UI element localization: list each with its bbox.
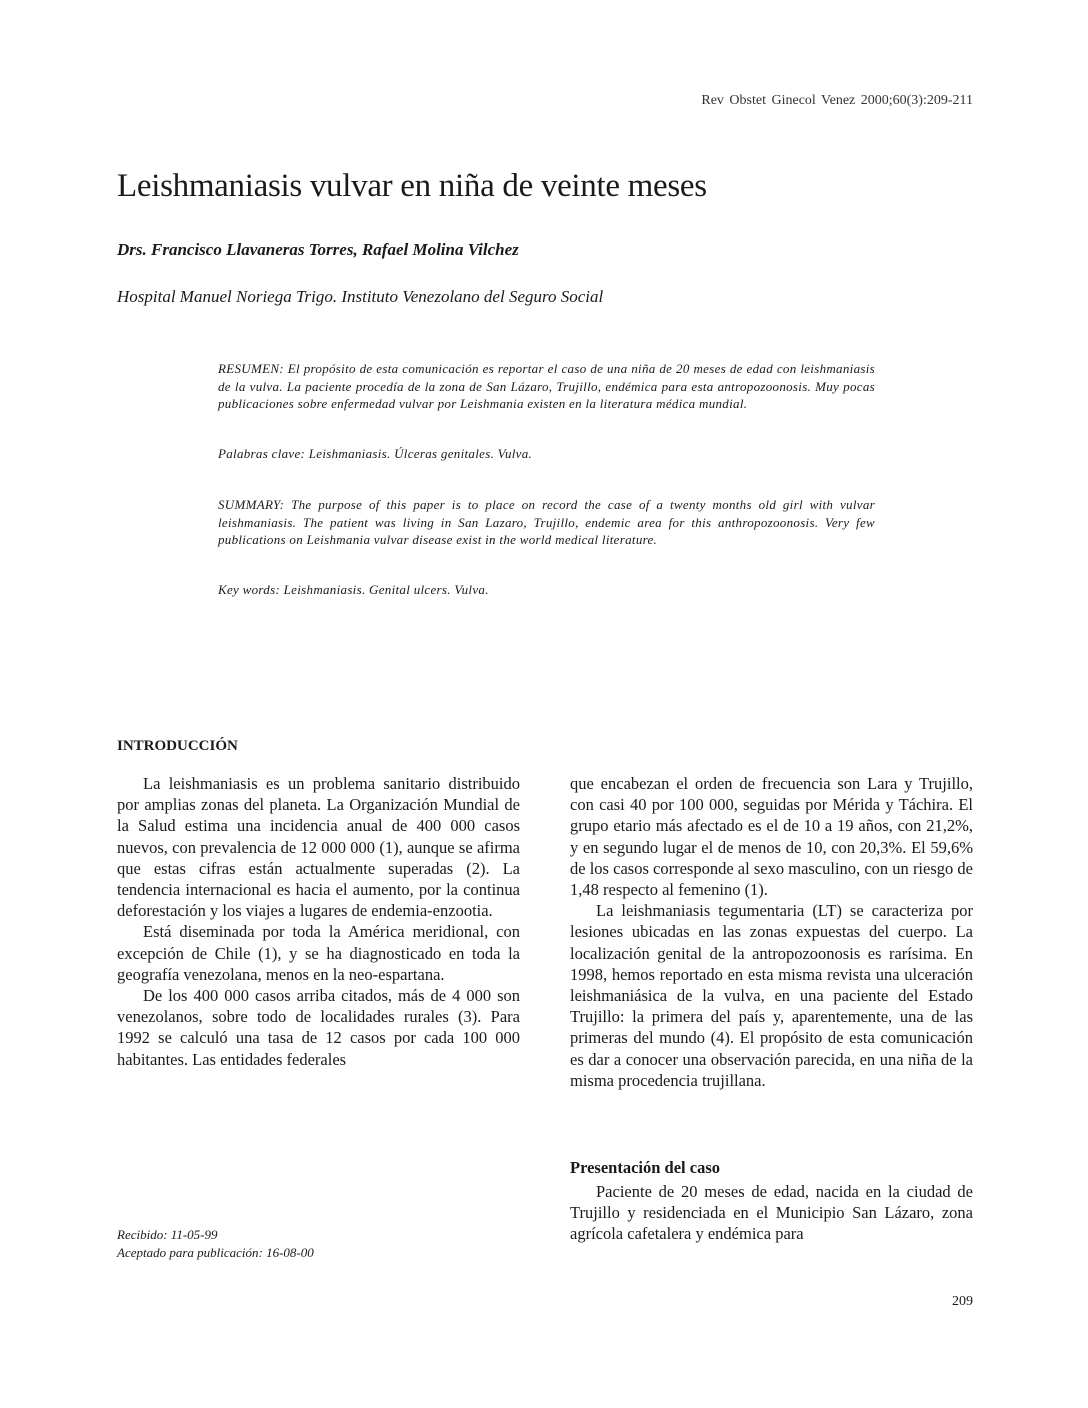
submission-dates — [117, 1226, 314, 1262]
intro-paragraph-2: Está diseminada por toda la América meridional, con excepción de Chile (1), y se ha diagnosticado en toda la geografía venezolana, menos en la neo-espartana. — [117, 922, 520, 984]
page-number: 209 — [952, 1294, 973, 1309]
right-column-bottom — [570, 1181, 973, 1245]
resumen-paragraph: RESUMEN: El propósito de esta comunicación es reportar el caso de una niña de 20 meses de edad con leishmaniasis de la vulva. La paciente procedía de la zona de San Lázaro, Trujillo, endémica para esta antropozoonosis. Muy pocas publicaciones sobre enfermedad vulvar por Leishmania existen en la literatura médica mundial. — [218, 361, 875, 411]
key-words: Key words: Leishmaniasis. Genital ulcers. Vulva. — [218, 582, 489, 597]
article-authors: Drs. Francisco Llavaneras Torres, Rafael Molina Vilchez — [117, 240, 519, 259]
article-title: Leishmaniasis vulvar en niña de veinte meses — [117, 168, 707, 204]
aceptado-date: Aceptado para publicación: 16-08-00 — [117, 1245, 314, 1260]
intro-paragraph-3: De los 400 000 casos arriba citados, más de 4 000 son venezolanos, sobre todo de localidades rurales (3). Para 1992 se calculó una tasa de 12 casos por cada 100 000 habitantes. Las entidades federales — [117, 986, 520, 1069]
presentacion-heading: Presentación del caso — [570, 1158, 721, 1177]
introduccion-heading: INTRODUCCIÓN — [117, 738, 238, 754]
palabras-clave: Palabras clave: Leishmaniasis. Úlceras genitales. Vulva. — [218, 446, 533, 461]
intro-paragraph-1: La leishmaniasis es un problema sanitario distribuido por amplias zonas del planeta. La Organización Mundial de la Salud estima una incidencia anual de 400 000 casos nuevos, con prevalencia de 12 000 000 (1), aunque se afirma que estas cifras están actualmente superadas (2). La tendencia internacional es hacia el aumento, por la continua deforestación y los viajes a lugares de endemia-enzootia. — [117, 774, 520, 921]
summary-paragraph: SUMMARY: The purpose of this paper is to place on record the case of a twenty months old girl with vulvar leishmaniasis. The patient was living in San Lazaro, Trujillo, endemic area for this anthropozoonosis. Very few publications on Leishmania vulvar disease exist in the world medical literature. — [218, 497, 875, 547]
journal-reference: Rev Obstet Ginecol Venez 2000;60(3):209-211 — [701, 93, 973, 108]
presentacion-paragraph: Paciente de 20 meses de edad, nacida en la ciudad de Trujillo y residenciada en el Municipio San Lázaro, zona agrícola cafetalera y endémica para — [570, 1182, 973, 1244]
intro-paragraph-lt: La leishmaniasis tegumentaria (LT) se caracteriza por lesiones ubicadas en las zonas expuestas del cuerpo. La localización genital de la antropozoonosis es rarísima. En 1998, hemos reportado en esta misma revista una ulceración leishmaniásica de la vulva, en una paciente del Estado Trujillo: la primera del país y, aparentemente, una de las primeras del mundo (4). El propósito de esta comunicación es dar a conocer una observación parecida, en una niña de la misma procedencia trujillana. — [570, 901, 973, 1090]
intro-paragraph-continuation: que encabezan el orden de frecuencia son Lara y Trujillo, con casi 40 por 100 000, seguidas por Mérida y Táchira. El grupo etario más afectado es el de 10 a 19 años, con 21,2%, y en segundo lugar el de menos de 10, con 20,3%. El 59,6% de los casos corresponde al sexo masculino, con un riesgo de 1,48 respecto al femenino (1). — [570, 774, 973, 900]
article-affiliation: Hospital Manuel Noriega Trigo. Instituto Venezolano del Seguro Social — [117, 287, 604, 306]
left-column — [117, 773, 520, 1070]
recibido-date: Recibido: 11-05-99 — [117, 1227, 218, 1242]
right-column-top — [570, 773, 973, 1091]
